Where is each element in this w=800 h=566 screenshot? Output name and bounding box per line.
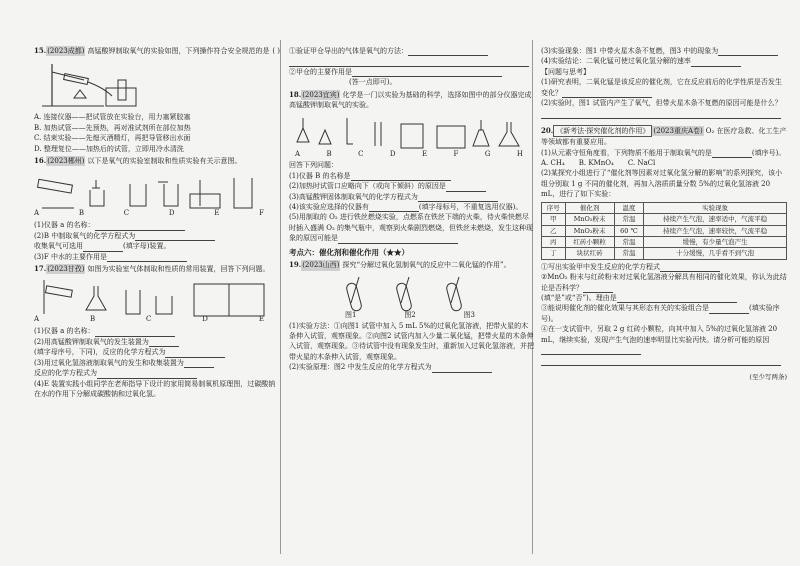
table-header: 实验现象: [644, 202, 787, 213]
answer-paren: ( ): [272, 47, 280, 55]
test-tube-figure: [289, 273, 535, 319]
apparatus-figure: [34, 276, 280, 324]
option-c: C. 结束实验——先熄灭酒精灯，再把导管移出水面: [34, 134, 191, 143]
option-b: B. 加热试管——先预热，再对准试剂所在部位加热: [34, 123, 191, 132]
question-17: [34, 264, 280, 399]
figure-label: D: [168, 209, 175, 218]
option-a: A. 连接仪器——把试管放在实验台，用力塞紧胶塞: [34, 113, 191, 122]
answer-blank[interactable]: [718, 47, 778, 56]
option-d: D. 整理复位——加热后的试管，立即用冷水清洗: [34, 144, 184, 153]
table-cell: 乙: [542, 225, 566, 236]
figure-label: D: [202, 315, 208, 324]
table-cell: 块状红砖: [565, 248, 614, 259]
question-text: 高锰酸钾制取氧气的实验如图，下列操作符合安全规范的是: [87, 47, 270, 55]
source-tag: (2023重庆A卷): [653, 126, 703, 135]
sub-question: (3)F 中水的主要作用是: [34, 252, 107, 261]
sub-question: ④在一支试管中，另取 2 g 红砖小颗粒，向其中加入 5%的过氧化氢溶液 20 mL，继续实验，发现产生气泡的速率明显比实验丙快。请分析可能的原因: [541, 325, 778, 344]
answer-blank[interactable]: [709, 305, 749, 314]
sub-question: ②MnO₂ 粉末与红砖粉末对过氧化氢溶液分解具有相同的催化效果，你认为此结论是否科学？: [541, 273, 787, 292]
answer-blank[interactable]: [541, 346, 641, 355]
table-header: 温度: [614, 202, 644, 213]
answer-blank[interactable]: [408, 47, 488, 56]
source-tag: (2023山西): [302, 261, 340, 270]
sub-question: (1)从元素守恒角度看，下列物质不能用于制取氧气的是: [541, 148, 712, 157]
sub-question: (1)仪器 a 的名称：: [34, 221, 95, 230]
answer-blank[interactable]: [541, 357, 781, 366]
source-tag: (2023郴州): [47, 157, 85, 166]
sub-question: (填字母)装置。: [123, 242, 171, 251]
apparatus-figure: [34, 168, 280, 218]
table-row: [542, 225, 787, 236]
sub-question: (5)用制取的 O₂ 进行铁丝燃烧实验，点燃系在铁丝下端的火柴，待火柴快燃尽时插入盛满 O₂ 的集气瓶中，观察到火柴剧烈燃烧，但铁丝未燃烧，发生这种现象的原因可能是: [289, 213, 533, 243]
table-cell: 常温: [614, 214, 644, 225]
sub-question: ①验证甲仓导出的气体是氧气的方法：: [289, 47, 408, 55]
table-cell: 常温: [614, 236, 644, 247]
question-20: [541, 125, 787, 382]
sub-question: (1)仪器 B 的名称是: [289, 171, 351, 180]
question-17-continued: [289, 46, 535, 88]
figure-label: B: [78, 209, 84, 218]
question-number: 17.: [34, 264, 47, 274]
sub-question: (1)仪器 a 的名称：: [34, 327, 95, 336]
figure-label: A: [34, 315, 40, 324]
question-number: 15.: [34, 46, 47, 55]
figure-label: F: [453, 150, 459, 159]
question-text: 化学是一门以实验为基础的科学，选择如图中的部分仪器完成高锰酸钾制取氧气的实验。: [289, 90, 532, 110]
sub-question: 反应的化学方程式为: [34, 369, 97, 378]
answer-blank[interactable]: [289, 58, 529, 67]
table-cell: 十分缓慢，几乎看不到气泡: [644, 248, 787, 259]
sub-question: 回答下列问题：: [289, 161, 338, 170]
table-row: [542, 236, 787, 247]
sub-question: (填序号)。: [751, 148, 786, 157]
question-18: [289, 90, 535, 244]
figure-label: 图2: [404, 310, 416, 319]
sub-question: (答一点即可)。: [349, 78, 397, 87]
experiment-table: [541, 202, 787, 260]
question-15: [34, 46, 280, 154]
sub-question: (4)该实验应选择的仪器有: [289, 203, 369, 212]
sub-question: 收集氧气可选用: [34, 242, 83, 251]
table-row: [542, 214, 787, 225]
table-cell: 持续产生气泡，速率适中，气流平稳: [644, 214, 787, 225]
figure-label: H: [516, 150, 523, 159]
sub-question: (1)研究表明，二氧化锰是该反应的催化剂，它在反应前后的化学性质是否发生变化？: [541, 78, 782, 97]
column-divider: [280, 40, 281, 554]
answer-blank[interactable]: [446, 183, 486, 192]
answer-blank[interactable]: [418, 193, 498, 202]
answer-blank[interactable]: [83, 243, 123, 252]
sub-question: (2)实验时，图1 试管内产生了氧气，但带火星木条不复燃的原因可能是什么？: [541, 99, 782, 108]
answer-blank[interactable]: [562, 89, 652, 98]
sub-question: (1)实验方法：①向图1 试管中加入 5 mL 5%的过氧化氢溶液，把带火星的木条伸入试管，观察现象。②向图2 试管内加入少量二氧化锰，把带火星的木条伸入试管，观察现象。③待试管中没有现象发生时，重新加入过氧化氢溶液，并把带火星的木条伸入试管，观察现象。: [289, 321, 534, 361]
sub-question: (填实验序号)。: [541, 304, 780, 323]
question-number: 18.: [289, 89, 302, 99]
answer-blank[interactable]: [165, 349, 225, 358]
question-text: 如图为实验室气体制取和性质的常用装置，回答下列问题。: [87, 265, 270, 274]
answer-blank[interactable]: [338, 235, 458, 244]
source-tag: (2023成都): [47, 47, 85, 55]
table-cell: 红砖小颗粒: [565, 236, 614, 247]
figure-label: G: [484, 150, 491, 159]
answer-blank[interactable]: [95, 222, 185, 231]
answer-blank[interactable]: [149, 338, 179, 347]
figure-label: B: [89, 315, 96, 324]
figure-label: A: [34, 209, 40, 218]
source-tag: (2023甘孜): [47, 265, 85, 274]
sub-question: (4)实验结论：二氧化锰可使过氧化氢分解的速率: [541, 57, 691, 66]
answer-blank[interactable]: [351, 172, 451, 181]
sub-question: (3)用过氧化氢溶液制取氧气的发生和收集装置为: [34, 358, 184, 367]
figure-label: 图1: [345, 310, 357, 319]
column-2: [289, 46, 535, 375]
answer-blank[interactable]: [660, 263, 720, 272]
table-cell: 丙: [542, 236, 566, 247]
sub-question: (2)实验原理：图2 中发生反应的化学方程式为: [289, 363, 432, 372]
figure-label: B: [326, 150, 332, 159]
sub-question: 【问题与思考】: [541, 67, 590, 76]
sub-question: (2)用高锰酸钾制取氧气的发生装置为: [34, 337, 149, 346]
figure-label: C: [358, 150, 364, 159]
answer-blank[interactable]: [97, 370, 197, 379]
kmno4-setup-drawing: [34, 58, 154, 110]
figure-label: C: [123, 209, 130, 218]
table-cell: 60 ℃: [614, 225, 644, 236]
table-header: 序号: [542, 202, 566, 213]
figure-label: E: [214, 209, 220, 218]
sub-question: (4)E 装置实践小组同学在老师指导下设计的家用简易制氧机原理图，过碳酸钠在水的作用下分解成碳酸钠和过氧化氢。: [34, 379, 276, 398]
sub-question: ①写出实验甲中发生反应的化学方程式: [541, 262, 660, 271]
section-heading: 考点六：催化剂和催化作用（★★）: [289, 247, 409, 257]
table-header-row: [542, 202, 787, 213]
answer-options: A. CH₄ B. KMnO₄ C. NaCl: [541, 159, 656, 168]
apparatus-figure: [34, 58, 280, 110]
figure-label: A: [295, 150, 301, 159]
footnote: (至少写两条): [749, 372, 787, 381]
figure-label: 图3: [463, 310, 475, 319]
question-text: O₂ 在医疗急救、化工生产等领域都有重要应用。: [541, 126, 787, 147]
question-19-continued: [541, 46, 787, 119]
column-3: [541, 46, 787, 384]
answer-blank[interactable]: [184, 359, 214, 368]
sub-question: (2)B 中制取氧气的化学方程式为: [34, 231, 136, 240]
answer-blank[interactable]: [352, 68, 502, 77]
figure-label: E: [421, 150, 428, 159]
table-cell: 丁: [542, 248, 566, 259]
answer-blank[interactable]: [107, 253, 187, 262]
question-text: 以下是氧气的实验室制取和性质实验有关示意图。: [87, 157, 242, 166]
source-tag: (2023宜宾): [302, 90, 340, 99]
answer-blank[interactable]: [432, 364, 492, 373]
table-header: 催化剂: [565, 202, 614, 213]
sub-question: (3)实验现象：图1 中带火星木条不复燃，图3 中的现象为: [541, 47, 719, 55]
table-cell: MnO₂粉末: [565, 214, 614, 225]
figure-label: F: [259, 209, 264, 218]
sub-question: (2)某探究小组进行了“催化剂等因素对过氧化氢分解的影响”的系列探究，该小组分别取 1 g 不同的催化剂，再加入溶质质量分数 5%的过氧化氢溶液 20 mL，进行了如下实验：: [541, 169, 783, 199]
question-19: [289, 260, 535, 372]
table-cell: 持续产生气泡，速率较快，气流平稳: [644, 225, 787, 236]
answer-blank[interactable]: [135, 232, 215, 241]
answer-blank[interactable]: [712, 149, 752, 158]
table-row: [542, 248, 787, 259]
question-text: 探究“分解过氧化氢制氧气的反应中二氧化锰的作用”。: [342, 261, 511, 270]
question-number: 19.: [289, 260, 302, 270]
table-cell: 甲: [542, 214, 566, 225]
figure-label: C: [146, 315, 152, 324]
sub-question: (2)加热时试管口应略向下（或向下倾斜）的原因是: [289, 182, 446, 191]
question-number: 20.: [541, 125, 554, 135]
figure-label: D: [389, 150, 396, 159]
answer-blank[interactable]: [691, 58, 741, 67]
sub-question: ②甲仓的主要作用是: [289, 67, 352, 76]
table-cell: 常温: [614, 248, 644, 259]
figure-label: E: [258, 315, 264, 324]
question-16: [34, 156, 280, 262]
sub-question: (3)高锰酸钾固体制取氧气的化学方程式为: [289, 192, 418, 201]
sub-question: (填“是”或“否”)。理由是: [541, 293, 617, 302]
apparatus-figure: [289, 112, 535, 158]
new-method-tag: 《新考法·探究催化剂的作用》: [553, 125, 652, 137]
table-cell: 缓慢，有少量气泡产生: [644, 236, 787, 247]
answer-blank[interactable]: [369, 203, 419, 212]
sub-question: (填字母标号，不重复选用仪器)。: [418, 203, 523, 212]
answer-blank[interactable]: [583, 284, 613, 293]
column-1: [34, 46, 280, 401]
answer-blank[interactable]: [541, 110, 781, 119]
sub-question: ③能说明催化剂的催化效果与其形态有关的实验组合是: [541, 304, 709, 313]
question-number: 16.: [34, 156, 47, 166]
sub-question: (填字母序号，下同)，反应的化学方程式为: [34, 348, 166, 357]
table-cell: MnO₂粉末: [565, 225, 614, 236]
answer-blank[interactable]: [95, 328, 175, 337]
answer-blank[interactable]: [617, 294, 737, 303]
